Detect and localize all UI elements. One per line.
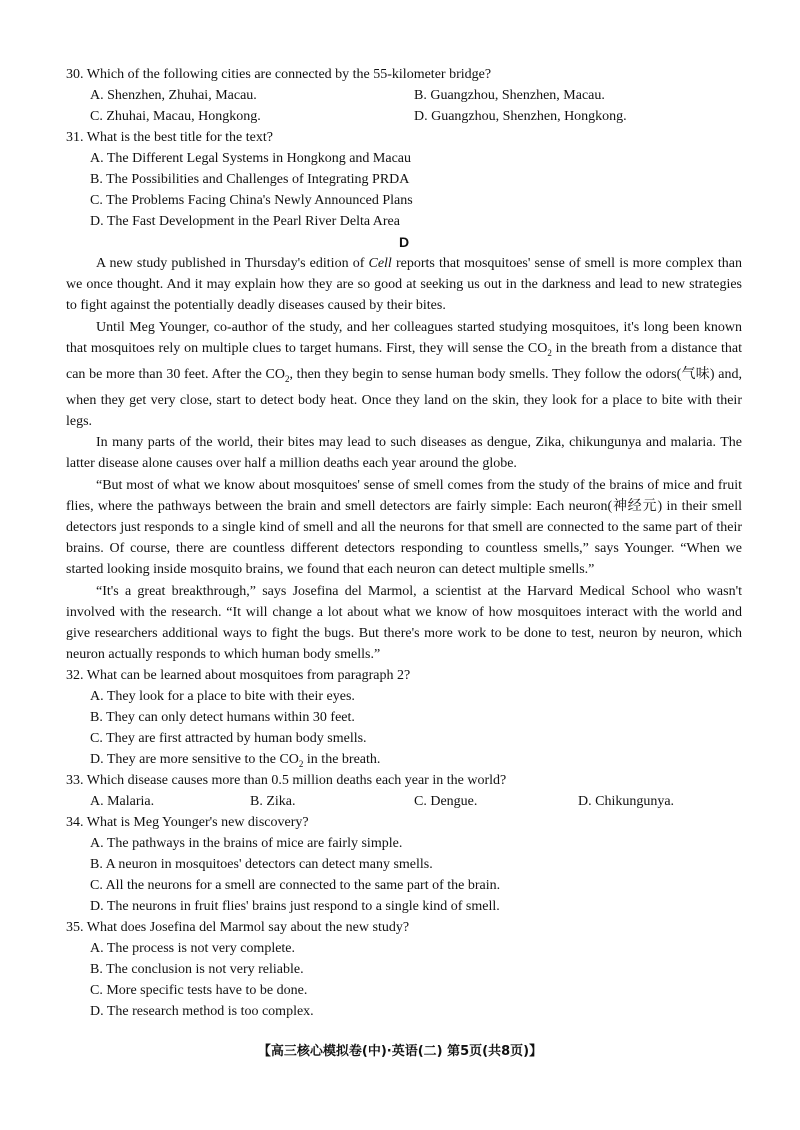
q35-option-d: D. The research method is too complex. — [90, 1004, 314, 1020]
q31-option-d: D. The Fast Development in the Pearl River Delta Area — [90, 214, 400, 229]
passage-paragraph-2: Until Meg Younger, co-author of the study, and her colleagues started studying mosquitoes, it's long been known that mosquitoes rely on multiple clues to target humans. First, they will sense the $CO_2$ in the breath from a distance that can be more than 30 feet. After the $CO_2$, then they begin to sense human body smells. They follow the odors(气味) and, when they get very close, start to detect body heat. Once they land on the skin, they look for a place to bite with their legs. — [66, 319, 742, 430]
q30-option-d: D. Guangzhou, Shenzhen, Hongkong. — [414, 109, 627, 124]
passage-paragraph-3: In many parts of the world, their bites may lead to such diseases as dengue, Zika, chikungunya and malaria. The latter disease alone causes over half a million deaths each year around the globe. — [66, 435, 742, 472]
question-33-options — [66, 791, 742, 812]
question-30-stem: 30. Which of the following cities are connected by the 55-kilometer bridge? — [66, 67, 492, 82]
q35-option-b: B. The conclusion is not very reliable. — [90, 962, 304, 978]
exam-page — [66, 64, 742, 1022]
page-footer: 【高三核心模拟卷(中)·英语(二) 第5页(共8页)】 — [257, 1044, 543, 1059]
question-35-stem: 35. What does Josefina del Marmol say about the new study? — [66, 920, 410, 936]
q34-option-c: C. All the neurons for a smell are connected to the same part of the brain. — [90, 878, 501, 894]
q33-option-c: C. Dengue. — [414, 794, 478, 810]
q33-option-a: A. Malaria. — [90, 794, 155, 810]
question-34-stem: 34. What is Meg Younger's new discovery? — [66, 815, 309, 831]
q32-option-c: C. They are first attracted by human body smells. — [90, 731, 367, 747]
q34-option-b: B. A neuron in mosquitoes' detectors can detect many smells. — [90, 857, 433, 873]
q34-option-d: D. The neurons in fruit flies' brains just respond to a single kind of smell. — [90, 899, 500, 915]
q30-option-a: A. Shenzhen, Zhuhai, Macau. — [90, 88, 257, 103]
journal-title: Cell — [368, 256, 392, 271]
passage-paragraph-1: A new study published in Thursday's edition of Cell reports that mosquitoes' sense of smell is more complex than we once thought. And it may explain how they are so good at seeking us out in the darkness and lead to new strategies to fight against the potentially deadly diseases caused by their bites. — [66, 256, 742, 314]
question-32-stem: 32. What can be learned about mosquitoes from paragraph 2? — [66, 668, 411, 684]
q35-option-c: C. More specific tests have to be done. — [90, 983, 308, 999]
q31-option-c: C. The Problems Facing China's Newly Announced Plans — [90, 193, 413, 208]
q30-option-b: B. Guangzhou, Shenzhen, Macau. — [414, 88, 605, 103]
q32-option-b: B. They can only detect humans within 30 feet. — [90, 710, 355, 726]
q31-option-b: B. The Possibilities and Challenges of Integrating PRDA — [90, 172, 410, 187]
q32-option-a: A. They look for a place to bite with their eyes. — [90, 689, 355, 705]
question-31-stem: 31. What is the best title for the text? — [66, 130, 273, 145]
q33-option-d: D. Chikungunya. — [578, 794, 675, 810]
question-33-stem: 33. Which disease causes more than 0.5 million deaths each year in the world? — [66, 773, 507, 789]
q33-option-b: B. Zika. — [250, 794, 296, 810]
section-label: D — [398, 234, 410, 250]
q34-option-a: A. The pathways in the brains of mice are fairly simple. — [90, 836, 403, 852]
q32-option-d: D. They are more sensitive to the $CO_2$ in the breath. — [90, 752, 381, 770]
q30-option-c: C. Zhuhai, Macau, Hongkong. — [90, 109, 261, 124]
q31-option-a: A. The Different Legal Systems in Hongkong and Macau — [90, 151, 412, 166]
q35-option-a: A. The process is not very complete. — [90, 941, 296, 957]
passage-paragraph-5: “It's a great breakthrough,” says Josefina del Marmol, a scientist at the Harvard Medical School who wasn't involved with the research. “It will change a lot about what we know of how mosquitoes interact with the world and give researchers additional ways to fight the bugs. But there's more work to be done to test, neuron by neuron, which neuron actually responds to which human body smells.” — [66, 583, 742, 663]
question-30-options-row1 — [66, 85, 742, 106]
passage-paragraph-4: “But most of what we know about mosquitoes' sense of smell comes from the study of the brains of mice and fruit flies, where the pathways between the brain and smell detectors are fairly simple: Each neuron(神经元) in their smell detectors just responds to a single kind of smell and all the neurons for that smell are connected to the same part of their brains. Of course, there are countless different detectors responding to countless smells,” says Younger. “When we started looking inside mosquito brains, we found that each neuron can detect multiple smells.” — [66, 477, 742, 578]
question-30-options-row2 — [66, 106, 742, 127]
